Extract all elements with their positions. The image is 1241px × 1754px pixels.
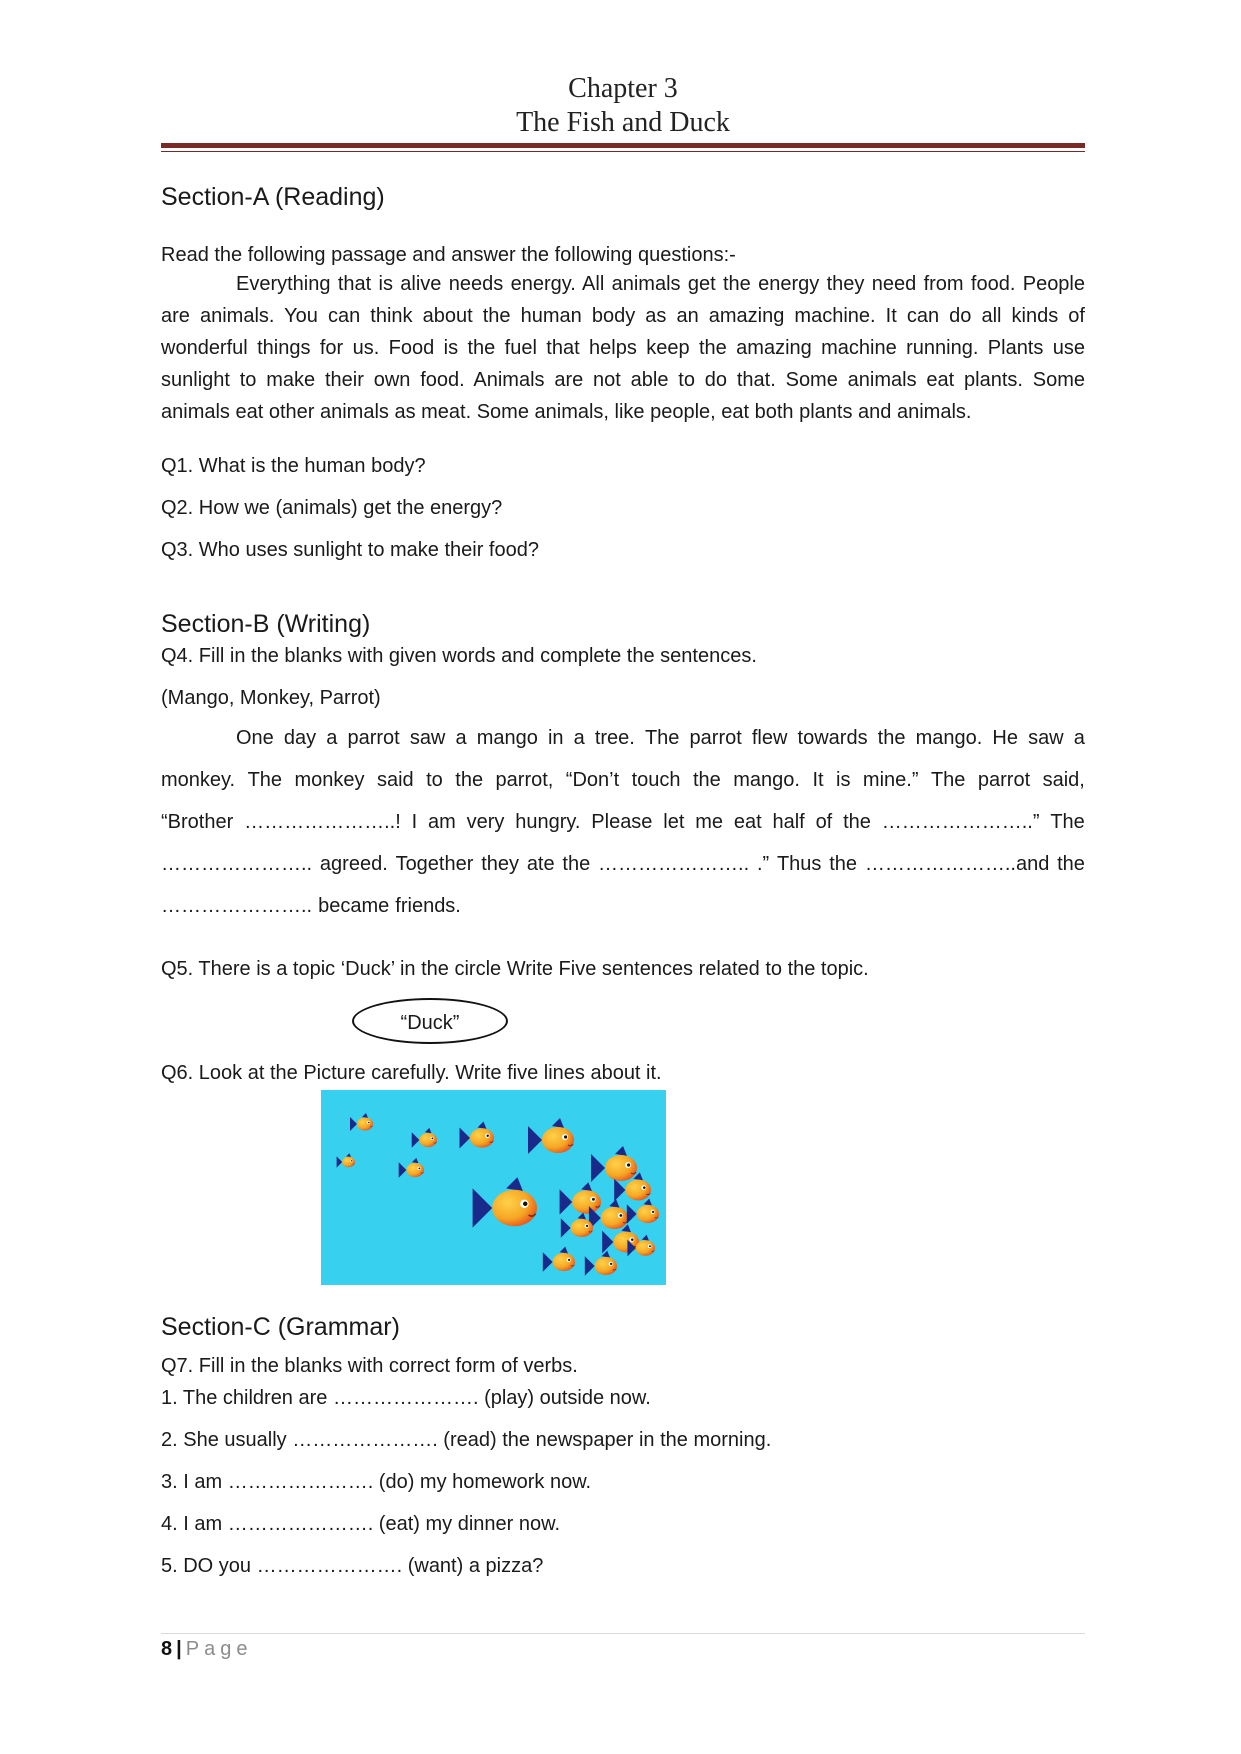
story-word: hungry. — [515, 811, 581, 833]
story-word: towards — [797, 727, 868, 749]
verb-item-3: 3. I am …………………. (do) my homework now. — [161, 1471, 592, 1493]
story-word: let — [663, 811, 685, 833]
story-word: half — [772, 811, 805, 833]
story-word: very — [466, 811, 505, 833]
question-1: Q1. What is the human body? — [161, 455, 426, 477]
story-line — [161, 769, 1085, 797]
page-number: 8 — [161, 1638, 173, 1660]
story-word: I — [411, 811, 418, 833]
story-word: saw — [409, 727, 446, 749]
story-word: parrot — [977, 769, 1031, 791]
story-word: …………………..” — [881, 811, 1040, 833]
chapter-title: The Fish and Duck — [516, 107, 730, 138]
question-4: Q4. Fill in the blanks with given words and complete the sentences. — [161, 645, 757, 667]
story-word: am — [427, 811, 456, 833]
story-word: became — [318, 895, 390, 917]
passage-text: Everything that is alive needs energy. All animals get the energy they need from food. People are animals. You can think about the human body as an amazing machine. It can do all kinds of wonderful things for us. Food is the fuel that helps keep the amazing machine running. Plants use sunlight to make their own food. Animals are not able to do that. Some animals eat plants. Some animals eat other animals as meat. Some animals, like people, eat both plants and animals. — [161, 273, 1085, 423]
reading-instruction: Read the following passage and answer the following questions:- — [161, 244, 736, 266]
word-list: (Mango, Monkey, Parrot) — [161, 687, 381, 709]
story-word: the — [1057, 853, 1085, 875]
story-word: The — [644, 727, 680, 749]
question-6: Q6. Look at the Picture carefully. Write five lines about it. — [161, 1062, 662, 1084]
story-word: a — [573, 727, 585, 749]
story-word: is — [836, 769, 851, 791]
reading-passage — [161, 268, 1085, 428]
story-line — [161, 895, 1085, 923]
chapter-header — [161, 72, 1085, 140]
verb-item-5: 5. DO you …………………. (want) a pizza? — [161, 1555, 544, 1577]
story-word: touch — [631, 769, 681, 791]
story-word: mango — [476, 727, 538, 749]
verb-item-2: 2. She usually …………………. (read) the newspaper in the morning. — [161, 1429, 772, 1451]
story-word: It — [812, 769, 824, 791]
verb-item-4: 4. I am …………………. (eat) my dinner now. — [161, 1513, 560, 1535]
header-rule-thin — [161, 151, 1085, 152]
worksheet-page — [161, 0, 1085, 1754]
question-3: Q3. Who uses sunlight to make their food? — [161, 539, 539, 561]
fish-picture — [321, 1090, 666, 1285]
chapter-number: Chapter 3 — [568, 73, 678, 104]
story-word: they — [481, 853, 520, 875]
duck-topic-oval: “Duck” — [352, 998, 508, 1044]
story-word: The — [930, 769, 966, 791]
fish-school-image — [321, 1090, 666, 1285]
story-word: ………………….. — [161, 853, 313, 875]
story-word: Together — [395, 853, 474, 875]
story-word: the — [693, 769, 721, 791]
story-word: ………………….. — [161, 895, 313, 917]
story-word: monkey — [294, 769, 365, 791]
story-word: the — [455, 769, 484, 791]
page-label: Page — [185, 1638, 253, 1660]
story-word: me — [695, 811, 724, 833]
story-word: mine.” — [862, 769, 919, 791]
story-word: One — [236, 727, 274, 749]
header-rule — [161, 143, 1085, 148]
question-7: Q7. Fill in the blanks with correct form of verbs. — [161, 1355, 578, 1377]
story-word: ate — [526, 853, 555, 875]
story-word: a — [326, 727, 338, 749]
question-5: Q5. There is a topic ‘Duck’ in the circle Write Five sentences related to the topic. — [161, 958, 869, 980]
story-word: …………………..! — [244, 811, 401, 833]
story-word: The — [247, 769, 283, 791]
story-word: “Don’t — [565, 769, 620, 791]
section-b-heading: Section-B (Writing) — [161, 610, 371, 638]
story-word: ………………….. — [598, 853, 750, 875]
story-word: saw — [1028, 727, 1064, 749]
story-word: the — [843, 811, 871, 833]
story-word: …………………..and — [864, 853, 1050, 875]
story-word: agreed. — [319, 853, 388, 875]
story-word: mango. — [915, 727, 983, 749]
story-word: .” — [756, 853, 770, 875]
footer-separator: | — [176, 1638, 182, 1660]
story-word: Thus — [776, 853, 822, 875]
verb-item-1: 1. The children are …………………. (play) outside now. — [161, 1387, 651, 1409]
question-2: Q2. How we (animals) get the energy? — [161, 497, 503, 519]
story-word: the — [562, 853, 591, 875]
story-word: in — [547, 727, 564, 749]
story-word: of — [815, 811, 833, 833]
story-word: flew — [751, 727, 788, 749]
story-word: eat — [733, 811, 762, 833]
story-word: friends. — [395, 895, 461, 917]
story-line — [161, 727, 1085, 755]
story-word: said, — [1042, 769, 1085, 791]
story-word: mango. — [733, 769, 800, 791]
story-word: said — [376, 769, 414, 791]
story-word: day — [283, 727, 317, 749]
story-word: the — [829, 853, 858, 875]
footer-rule — [161, 1633, 1085, 1634]
section-c-heading: Section-C (Grammar) — [161, 1313, 400, 1341]
story-word: parrot — [347, 727, 400, 749]
story-word: a — [455, 727, 467, 749]
story-word: monkey. — [161, 769, 236, 791]
story-line — [161, 853, 1085, 881]
story-word: a — [1073, 727, 1085, 749]
story-word: He — [992, 727, 1018, 749]
story-word: The — [1050, 811, 1085, 833]
story-line — [161, 811, 1085, 839]
story-word: to — [426, 769, 443, 791]
story-word: “Brother — [161, 811, 234, 833]
story-word: tree. — [594, 727, 635, 749]
story-word: parrot, — [495, 769, 554, 791]
story-word: Please — [591, 811, 653, 833]
section-a-heading: Section-A (Reading) — [161, 183, 385, 211]
story-word: parrot — [689, 727, 742, 749]
page-footer — [161, 1638, 252, 1661]
story-word: the — [877, 727, 906, 749]
